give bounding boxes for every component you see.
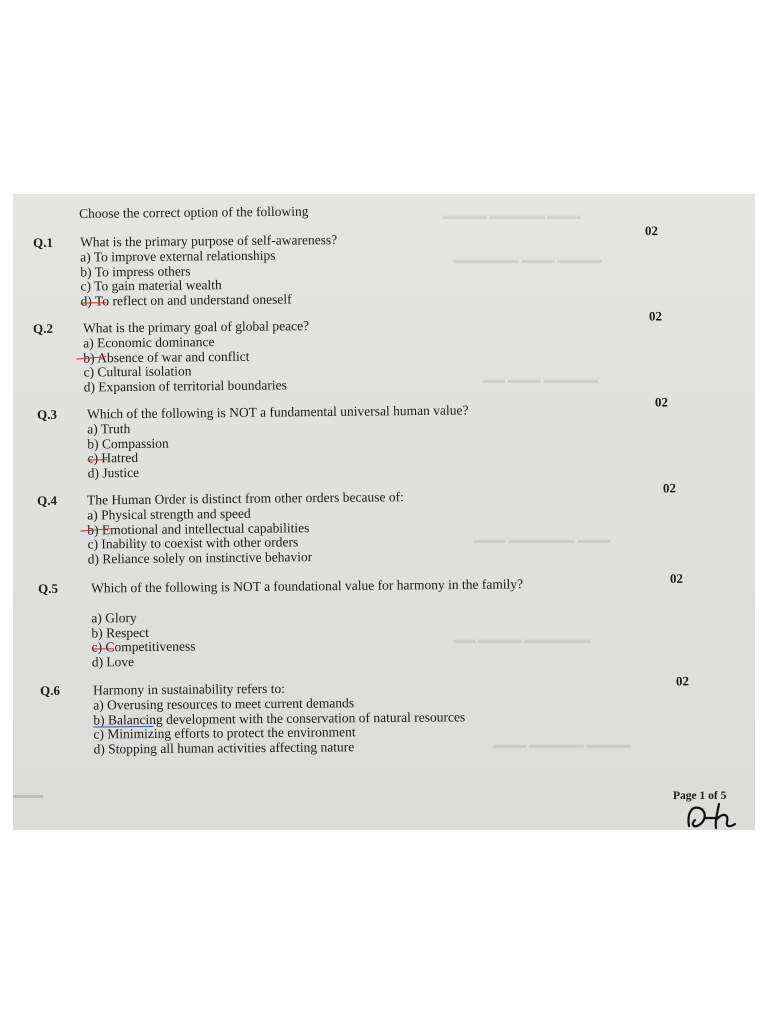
- option-item: a) Physical strength and speed: [87, 505, 251, 523]
- option-item: c) Cultural isolation: [83, 363, 192, 380]
- option-item: c) Inability to coexist with other orders: [87, 534, 299, 552]
- option-item-marked: c) Hatred: [87, 449, 139, 466]
- option-item: b) To impress others: [80, 262, 191, 280]
- question-text: The Human Order is distinct from other orders because of:: [86, 489, 404, 508]
- handwritten-signature: [685, 800, 755, 830]
- option-list: [87, 422, 169, 481]
- scanned-question-paper: [13, 194, 755, 830]
- question-marks: 02: [648, 308, 663, 324]
- option-item: c) To gain material wealth: [80, 277, 222, 294]
- question-block: [37, 570, 699, 672]
- option-item: b) Compassion: [87, 435, 169, 451]
- option-list: [80, 249, 292, 309]
- question-number: Q.3: [36, 406, 58, 422]
- option-item: a) Truth: [87, 421, 131, 437]
- red-pen-strike-mark: [92, 648, 114, 649]
- option-item: d) Reliance solely on instinctive behavior: [87, 548, 313, 566]
- option-item-marked: b) Absence of war and conflict: [83, 349, 286, 366]
- bleed-through-texture: ▬▬▬ ▬▬▬▬▬ ▬▬▬▬: [443, 210, 581, 222]
- question-block: [32, 308, 694, 402]
- option-item: d) Love: [91, 653, 135, 669]
- question-number: Q.2: [32, 320, 54, 336]
- question-text: What is the primary purpose of self-awareness?: [79, 232, 338, 250]
- question-text: Which of the following is NOT a foundational value for harmony in the family?: [90, 576, 524, 596]
- option-item: a) Overusing resources to meet current demands: [93, 695, 355, 713]
- option-item: a) To improve external relationships: [80, 247, 276, 265]
- instruction-text: Choose the correct option of the following: [79, 203, 309, 221]
- option-list: [83, 334, 287, 394]
- bleed-through-texture: ▬▬▬▬▬ ▬▬▬ ▬▬: [483, 374, 599, 386]
- option-item: d) Stopping all human activities affecting nature: [93, 738, 355, 757]
- option-list: [87, 506, 312, 566]
- option-item-marked: c) Competitiveness: [91, 638, 196, 655]
- question-text: What is the primary goal of global peace?: [82, 318, 310, 336]
- question-number: Q.5: [37, 580, 59, 596]
- bleed-through-texture: ▬▬▬▬ ▬▬▬▬▬ ▬▬▬: [493, 739, 631, 751]
- question-text: Which of the following is NOT a fundamental universal human value?: [86, 402, 469, 422]
- bleed-through-texture: ▬▬▬▬▬▬ ▬▬▬▬ ▬▬: [453, 634, 591, 646]
- bleed-through-texture: ▬▬▬ ▬▬▬▬▬▬ ▬▬▬: [473, 534, 611, 546]
- question-text: Harmony in sustainability refers to:: [92, 680, 286, 698]
- faded-corner-stamp: ▬▬▬: [13, 790, 43, 801]
- question-number: Q.1: [32, 234, 54, 250]
- question-number: Q.6: [39, 682, 60, 698]
- page-number: Page 1 of 5: [673, 790, 727, 802]
- question-block: [36, 394, 698, 488]
- question-marks: 02: [669, 570, 684, 586]
- option-item-marked: d) To reflect on and understand oneself: [80, 291, 292, 309]
- question-marks: 02: [675, 673, 690, 689]
- option-item-marked: b) Balancing development with the conservation of natural resources: [93, 708, 466, 728]
- option-item: d) Justice: [87, 464, 140, 480]
- question-block: [39, 673, 701, 764]
- option-item-marked: b) Emotional and intellectual capabilities: [87, 521, 312, 538]
- option-item: a) Glory: [91, 610, 137, 626]
- option-item: d) Expansion of territorial boundaries: [83, 376, 287, 394]
- option-item: a) Economic dominance: [83, 334, 215, 351]
- option-item: b) Respect: [91, 624, 149, 640]
- question-marks: 02: [654, 394, 669, 410]
- red-pen-strike-mark: [88, 459, 108, 460]
- option-item: c) Minimizing efforts to protect the environment: [93, 724, 356, 742]
- question-marks: 02: [644, 223, 659, 239]
- question-block: [32, 223, 694, 316]
- question-block: [36, 480, 698, 574]
- option-list: [91, 610, 195, 669]
- option-list: [93, 695, 465, 756]
- question-number: Q.4: [36, 492, 58, 508]
- bleed-through-texture: ▬▬▬▬ ▬▬▬ ▬▬▬▬▬▬: [453, 254, 602, 266]
- question-marks: 02: [662, 480, 677, 496]
